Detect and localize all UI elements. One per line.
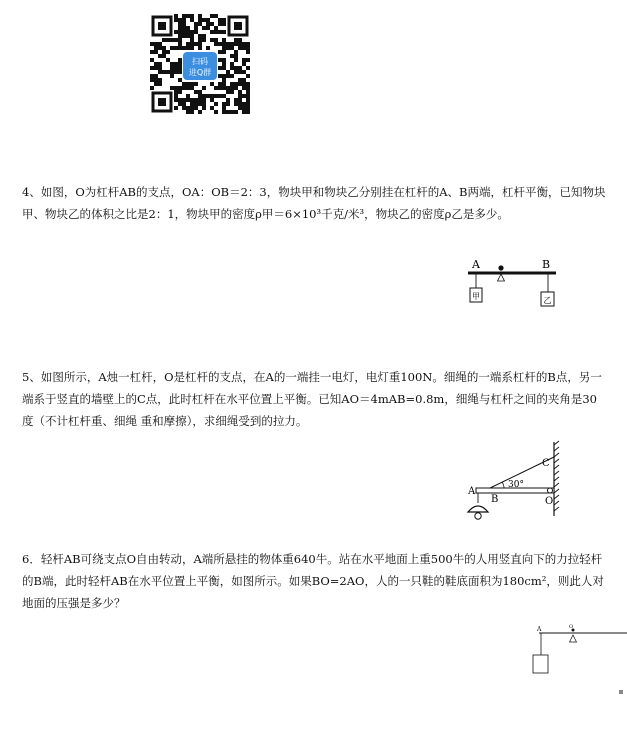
label-o: O — [569, 624, 574, 630]
qr-badge-line1: 扫码 — [192, 57, 208, 66]
hanging-weight — [533, 655, 548, 673]
lamp-shade — [468, 506, 488, 512]
angle-arc — [502, 482, 504, 488]
lever-figure-q6 — [528, 622, 627, 682]
question-6-text: 6．轻杆AB可绕支点O自由转动，A端所悬挂的物体重640牛。站在水平地面上重500牛的人用竖直向下的力拉轻杆的B端，此时轻杆AB在水平位置上平衡，如图所示。如果BO=2AO，人的一只鞋的鞋底面积为180cm²，则此人对地面的压强是多少？ — [22, 552, 604, 610]
pivot-o-point — [498, 265, 503, 270]
pivot-o-point — [548, 488, 553, 493]
wall-hatching — [554, 441, 559, 511]
label-c: C — [542, 458, 550, 469]
lever-figure-q5 — [462, 440, 572, 530]
lever-bar — [468, 272, 556, 275]
page-corner-mark — [619, 690, 623, 694]
fulcrum-triangle — [498, 274, 505, 281]
block-jia-label: 甲 — [472, 292, 480, 301]
lamp-bulb — [475, 513, 481, 519]
label-b: B — [491, 494, 499, 505]
label-b: B — [542, 258, 551, 271]
label-a: A — [468, 486, 476, 497]
qr-code-image — [150, 14, 250, 114]
label-o: O — [545, 496, 554, 507]
question-4-text: 4、如图，O为杠杆AB的支点，OA：OB＝2：3，物块甲和物块乙分别挂在杠杆的A、B两端，杠杆平衡，已知物块甲、物块乙的体积之比是2：1，物块甲的密度ρ甲＝6×10³千克/米³，物块乙的密度ρ乙是多少。 — [22, 185, 606, 221]
lever-figure-q4 — [462, 256, 562, 316]
label-a: A — [472, 258, 480, 271]
fulcrum-triangle — [570, 635, 577, 642]
label-a: A — [537, 626, 542, 633]
question-5-text: 5、如图所示，A烛一杠杆，O是杠杆的支点，在A的一端挂一电灯，电灯重100N。细绳的一端系杠杆的B点，另一端系于竖直的墙壁上的C点，此时杠杆在水平位置上平衡。已知AO＝4mAB=0.8m，细绳与杠杆之间的夹角是30度（不计杠杆重、细绳 重和摩擦），求细绳受到的拉力。 — [22, 370, 602, 428]
angle-label: 30° — [508, 480, 524, 490]
qr-badge-line2: 进Q群 — [188, 68, 212, 77]
block-yi-label: 乙 — [543, 296, 552, 305]
